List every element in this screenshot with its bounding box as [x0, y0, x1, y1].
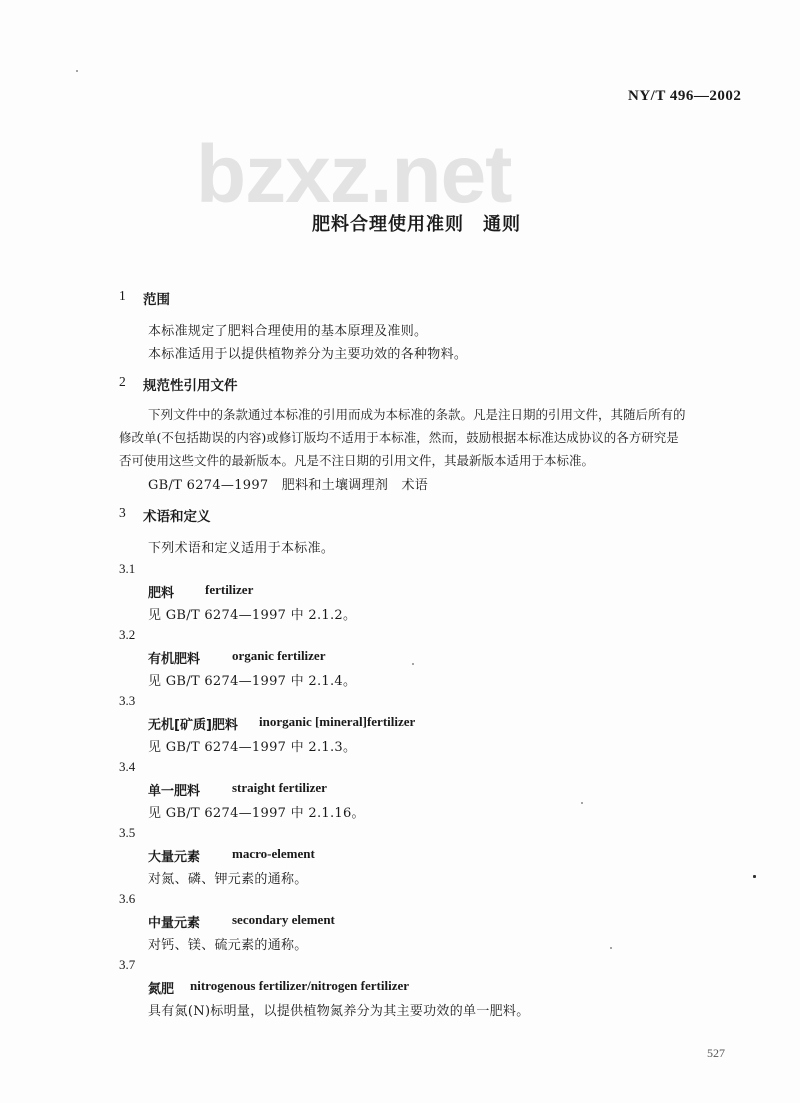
normative-reference: GB/T 6274—1997 肥料和土壤调理剂 术语: [148, 478, 429, 493]
term-chinese: 无机[矿质]肥料: [148, 718, 238, 733]
term-english: fertilizer: [205, 582, 254, 597]
term-english: macro-element: [232, 846, 315, 861]
scan-speck: [412, 663, 414, 665]
term-english: straight fertilizer: [232, 780, 327, 795]
term-chinese: 肥料: [148, 586, 175, 601]
term-chinese: 氮肥: [148, 982, 175, 997]
term-english: organic fertilizer: [232, 648, 326, 663]
section-2-line: 否可使用这些文件的最新版本。凡是不注日期的引用文件，其最新版本适用于本标准。: [119, 453, 595, 468]
section-1-paragraph: 本标准适用于以提供植物养分为主要功效的各种物料。: [148, 347, 468, 362]
term-english: nitrogenous fertilizer/nitrogen fertilizer: [190, 978, 410, 993]
term-definition: 具有氮(N)标明量，以提供植物氮养分为其主要功效的单一肥料。: [148, 1004, 530, 1019]
term-definition: 见 GB/T 6274—1997 中 2.1.4。: [148, 674, 357, 689]
page-number: 527: [707, 1046, 725, 1060]
section-3-number: 3: [119, 505, 126, 520]
watermark: bzxz.net: [196, 129, 512, 220]
scan-speck: [753, 875, 756, 878]
term-chinese: 有机肥料: [148, 652, 201, 667]
section-1-heading: 范围: [143, 292, 170, 308]
section-2-heading: 规范性引用文件: [143, 378, 238, 394]
term-number: 3.6: [119, 891, 136, 906]
scan-speck: [581, 802, 583, 804]
scan-speck: [76, 70, 78, 72]
term-definition: 见 GB/T 6274—1997 中 2.1.16。: [148, 806, 365, 821]
scan-speck: [610, 947, 612, 949]
section-2-line: 修改单(不包括勘误的内容)或修订版均不适用于本标准，然而，鼓励根据本标准达成协议的各方研究是: [119, 430, 679, 445]
term-english: secondary element: [232, 912, 335, 927]
term-number: 3.4: [119, 759, 136, 774]
term-number: 3.1: [119, 561, 136, 576]
term-english: inorganic [mineral]fertilizer: [259, 714, 416, 729]
term-definition: 见 GB/T 6274—1997 中 2.1.3。: [148, 740, 357, 755]
page-title: 肥料合理使用准则 通则: [312, 214, 521, 235]
term-chinese: 单一肥料: [148, 784, 201, 799]
section-3-intro: 下列术语和定义适用于本标准。: [148, 541, 335, 556]
term-definition: 对钙、镁、硫元素的通称。: [148, 938, 308, 953]
term-chinese: 大量元素: [148, 850, 201, 865]
term-number: 3.2: [119, 627, 136, 642]
section-2-number: 2: [119, 374, 126, 389]
term-number: 3.3: [119, 693, 136, 708]
term-number: 3.7: [119, 957, 136, 972]
term-chinese: 中量元素: [148, 916, 201, 931]
section-2-line: 下列文件中的条款通过本标准的引用而成为本标准的条款。凡是注日期的引用文件，其随后所有的: [148, 407, 686, 422]
term-definition: 见 GB/T 6274—1997 中 2.1.2。: [148, 608, 357, 623]
section-1-number: 1: [119, 288, 126, 303]
section-3-heading: 术语和定义: [143, 509, 211, 525]
section-1-paragraph: 本标准规定了肥料合理使用的基本原理及准则。: [148, 324, 428, 339]
term-definition: 对氮、磷、钾元素的通称。: [148, 872, 308, 887]
term-number: 3.5: [119, 825, 136, 840]
standard-number: NY/T 496—2002: [628, 88, 742, 104]
